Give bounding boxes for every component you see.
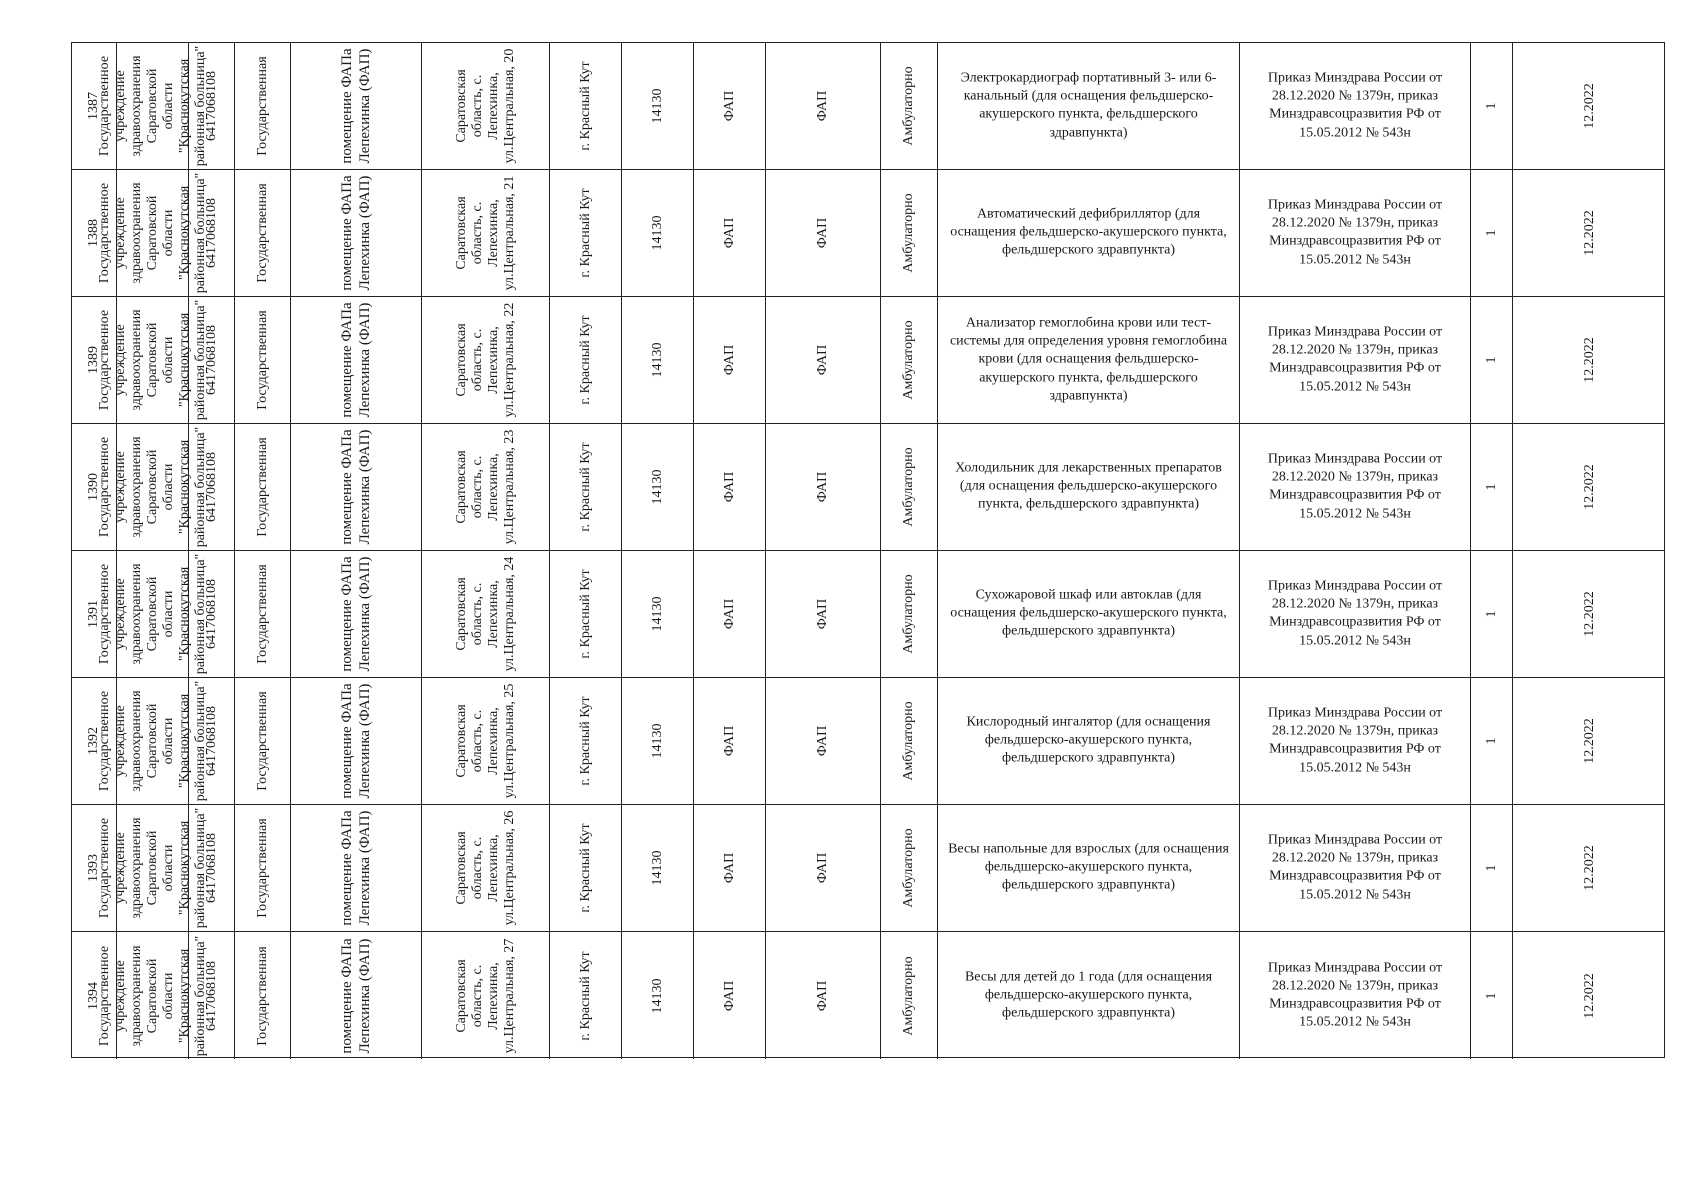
ownership-text: Государственная — [254, 818, 270, 918]
equipment-table — [71, 42, 1665, 1058]
care-type-text: Амбулаторно — [901, 574, 917, 654]
date-text: 12.2022 — [1581, 972, 1597, 1019]
cell-qty — [1471, 678, 1513, 804]
ownership-text: Государственная — [254, 564, 270, 664]
cell-equipment — [938, 43, 1240, 169]
table-row — [72, 805, 1664, 932]
unit-text: ФАП — [721, 980, 737, 1011]
code-text: 14130 — [649, 850, 665, 886]
care-type-text: Амбулаторно — [901, 66, 917, 146]
cell-premises — [291, 551, 422, 677]
cell-care-type — [881, 297, 938, 423]
cell-date — [1513, 678, 1666, 804]
address-text: Саратовская область, с. Лепехинка, ул.Центральная, 22 — [453, 302, 517, 418]
institution-text: Государственное учреждение здравоохранения Саратовской области "Краснокутская районная больница" — [96, 680, 208, 802]
address-text: Саратовская область, с. Лепехинка, ул.Центральная, 25 — [453, 683, 517, 799]
cell-order — [1240, 170, 1471, 296]
cell-unit — [694, 424, 766, 550]
city-text: г. Красный Кут — [577, 823, 593, 913]
unit-text: ФАП — [721, 471, 737, 503]
care-type-text: Амбулаторно — [901, 828, 917, 908]
inn-text: 6417068108 — [203, 960, 219, 1031]
table-row — [72, 678, 1664, 805]
unit-text: ФАП — [721, 344, 737, 376]
order-text: Приказ Минздрава России от 28.12.2020 № 1379н, приказ Минздравсоцразвития РФ от 15.05.2012 № 543н — [1267, 832, 1443, 903]
cell-ownership — [235, 424, 291, 550]
num-text: 1390 — [86, 473, 102, 501]
cell-care-type — [881, 805, 938, 931]
cell-premises — [291, 297, 422, 423]
cell-ownership — [235, 678, 291, 804]
code-text: 14130 — [649, 88, 665, 124]
date-text: 12.2022 — [1581, 591, 1597, 637]
cell-equipment — [938, 551, 1240, 677]
cell-premises — [291, 932, 422, 1059]
table-row — [72, 424, 1664, 551]
cell-address — [422, 424, 550, 550]
address-text: Саратовская область, с. Лепехинка, ул.Центральная, 23 — [453, 429, 517, 545]
ownership-text: Государственная — [254, 437, 270, 537]
num-text: 1389 — [86, 346, 102, 374]
subunit-text: ФАП — [815, 980, 831, 1011]
qty-text: 1 — [1483, 610, 1499, 618]
equipment-text: Автоматический дефибриллятор (для оснащения фельдшерско-акушерского пункта, фельдшерского здравпункта) — [950, 206, 1227, 259]
unit-text: ФАП — [721, 598, 737, 630]
ownership-text: Государственная — [254, 945, 270, 1046]
cell-code — [622, 297, 694, 423]
qty-text: 1 — [1483, 737, 1499, 745]
cell-care-type — [881, 170, 938, 296]
equipment-text: Сухожаровой шкаф или автоклав (для оснащения фельдшерско-акушерского пункта, фельдшерского здравпункта) — [950, 587, 1227, 640]
inn-text: 6417068108 — [203, 706, 219, 776]
subunit-text: ФАП — [815, 852, 831, 884]
table-row — [72, 297, 1664, 424]
care-type-text: Амбулаторно — [901, 320, 917, 400]
cell-order — [1240, 932, 1471, 1059]
date-text: 12.2022 — [1581, 337, 1597, 383]
cell-unit — [694, 678, 766, 804]
date-text: 12.2022 — [1581, 464, 1597, 510]
institution-text: Государственное учреждение здравоохранения Саратовской области "Краснокутская районная больница" — [96, 45, 208, 167]
cell-city — [550, 551, 622, 677]
cell-care-type — [881, 932, 938, 1059]
cell-city — [550, 678, 622, 804]
inn-text: 6417068108 — [203, 198, 219, 268]
cell-ownership — [235, 297, 291, 423]
cell-premises — [291, 424, 422, 550]
subunit-text: ФАП — [815, 725, 831, 757]
cell-inn — [189, 678, 235, 804]
cell-premises — [291, 805, 422, 931]
cell-unit — [694, 43, 766, 169]
cell-equipment — [938, 170, 1240, 296]
cell-institution — [96, 678, 208, 804]
cell-city — [550, 932, 622, 1059]
cell-inn — [189, 424, 235, 550]
cell-code — [622, 424, 694, 550]
ownership-text: Государственная — [254, 183, 270, 283]
equipment-text: Электрокардиограф портативный 3- или 6-канальный (для оснащения фельдшерско-акушерского пункта, фельдшерского здравпункта) — [960, 70, 1217, 141]
cell-unit — [694, 932, 766, 1059]
cell-order — [1240, 678, 1471, 804]
cell-unit — [694, 297, 766, 423]
ownership-text: Государственная — [254, 56, 270, 156]
cell-address — [422, 297, 550, 423]
ownership-text: Государственная — [254, 691, 270, 791]
date-text: 12.2022 — [1581, 845, 1597, 891]
cell-date — [1513, 805, 1666, 931]
order-text: Приказ Минздрава России от 28.12.2020 № 1379н, приказ Минздравсоцразвития РФ от 15.05.2012 № 543н — [1267, 705, 1443, 776]
cell-code — [622, 805, 694, 931]
unit-text: ФАП — [721, 725, 737, 757]
cell-address — [422, 170, 550, 296]
care-type-text: Амбулаторно — [901, 447, 917, 527]
cell-date — [1513, 297, 1666, 423]
cell-qty — [1471, 805, 1513, 931]
cell-institution — [96, 170, 208, 296]
equipment-text: Анализатор гемоглобина крови или тест-системы для определения уровня гемоглобина крови (для оснащения фельдшерско-акушерского пункта, фельдшерского здравпункта) — [949, 315, 1228, 404]
city-text: г. Красный Кут — [577, 188, 593, 278]
care-type-text: Амбулаторно — [901, 955, 917, 1036]
code-text: 14130 — [649, 215, 665, 251]
code-text: 14130 — [649, 596, 665, 632]
cell-code — [622, 170, 694, 296]
subunit-text: ФАП — [815, 90, 831, 122]
premises-text: помещение ФАПа Лепехинка (ФАП) — [339, 429, 373, 545]
cell-institution — [96, 43, 208, 169]
cell-order — [1240, 43, 1471, 169]
cell-address — [422, 932, 550, 1059]
premises-text: помещение ФАПа Лепехинка (ФАП) — [339, 937, 373, 1054]
inn-text: 6417068108 — [203, 833, 219, 903]
cell-city — [550, 43, 622, 169]
institution-text: Государственное учреждение здравоохранения Саратовской области "Краснокутская районная больница" — [96, 426, 208, 548]
cell-inn — [189, 43, 235, 169]
cell-premises — [291, 43, 422, 169]
cell-city — [550, 297, 622, 423]
subunit-text: ФАП — [815, 598, 831, 630]
city-text: г. Красный Кут — [577, 442, 593, 532]
cell-inn — [189, 805, 235, 931]
order-text: Приказ Минздрава России от 28.12.2020 № 1379н, приказ Минздравсоцразвития РФ от 15.05.2012 № 543н — [1267, 70, 1443, 141]
cell-qty — [1471, 424, 1513, 550]
cell-address — [422, 43, 550, 169]
cell-care-type — [881, 424, 938, 550]
date-text: 12.2022 — [1581, 718, 1597, 764]
unit-text: ФАП — [721, 90, 737, 122]
equipment-text: Весы напольные для взрослых (для оснащения фельдшерско-акушерского пункта, фельдшерского здравпункта) — [948, 841, 1229, 894]
premises-text: помещение ФАПа Лепехинка (ФАП) — [339, 556, 373, 672]
cell-date — [1513, 932, 1666, 1059]
cell-date — [1513, 43, 1666, 169]
premises-text: помещение ФАПа Лепехинка (ФАП) — [339, 683, 373, 799]
table-row — [72, 170, 1664, 297]
cell-institution — [96, 805, 208, 931]
institution-text: Государственное учреждение здравоохранения Саратовской области "Краснокутская районная больница" — [96, 299, 208, 421]
institution-text: Государственное учреждение здравоохранения Саратовской области "Краснокутская районная больница" — [96, 807, 208, 929]
address-text: Саратовская область, с. Лепехинка, ул.Центральная, 21 — [453, 175, 517, 291]
cell-institution — [96, 551, 208, 677]
ownership-text: Государственная — [254, 310, 270, 410]
order-text: Приказ Минздрава России от 28.12.2020 № 1379н, приказ Минздравсоцразвития РФ от 15.05.2012 № 543н — [1267, 451, 1443, 522]
institution-text: Государственное учреждение здравоохранения Саратовской области "Краснокутская районная больница" — [96, 935, 208, 1056]
cell-premises — [291, 170, 422, 296]
qty-text: 1 — [1483, 992, 1499, 999]
care-type-text: Амбулаторно — [901, 193, 917, 273]
qty-text: 1 — [1483, 864, 1499, 872]
premises-text: помещение ФАПа Лепехинка (ФАП) — [339, 810, 373, 926]
city-text: г. Красный Кут — [577, 61, 593, 151]
cell-code — [622, 551, 694, 677]
unit-text: ФАП — [721, 217, 737, 249]
table-row — [72, 932, 1664, 1059]
cell-ownership — [235, 170, 291, 296]
cell-unit — [694, 551, 766, 677]
address-text: Саратовская область, с. Лепехинка, ул.Центральная, 24 — [453, 556, 517, 672]
table-row — [72, 551, 1664, 678]
inn-text: 6417068108 — [203, 579, 219, 649]
cell-care-type — [881, 551, 938, 677]
num-text: 1388 — [86, 219, 102, 247]
cell-city — [550, 805, 622, 931]
cell-order — [1240, 297, 1471, 423]
cell-inn — [189, 932, 235, 1059]
cell-order — [1240, 805, 1471, 931]
cell-institution — [96, 297, 208, 423]
cell-equipment — [938, 805, 1240, 931]
premises-text: помещение ФАПа Лепехинка (ФАП) — [339, 48, 373, 164]
date-text: 12.2022 — [1581, 210, 1597, 256]
cell-equipment — [938, 932, 1240, 1059]
order-text: Приказ Минздрава России от 28.12.2020 № 1379н, приказ Минздравсоцразвития РФ от 15.05.2012 № 543н — [1267, 324, 1443, 395]
cell-inn — [189, 297, 235, 423]
code-text: 14130 — [649, 342, 665, 378]
cell-premises — [291, 678, 422, 804]
cell-city — [550, 170, 622, 296]
cell-ownership — [235, 551, 291, 677]
city-text: г. Красный Кут — [577, 315, 593, 405]
address-text: Саратовская область, с. Лепехинка, ул.Центральная, 26 — [453, 810, 517, 926]
city-text: г. Красный Кут — [577, 950, 593, 1041]
cell-ownership — [235, 932, 291, 1059]
cell-subunit — [766, 678, 881, 804]
code-text: 14130 — [649, 978, 665, 1013]
qty-text: 1 — [1483, 356, 1499, 364]
cell-qty — [1471, 170, 1513, 296]
city-text: г. Красный Кут — [577, 569, 593, 659]
num-text: 1394 — [86, 981, 102, 1010]
num-text: 1392 — [86, 727, 102, 755]
subunit-text: ФАП — [815, 344, 831, 376]
institution-text: Государственное учреждение здравоохранения Саратовской области "Краснокутская районная больница" — [96, 172, 208, 294]
cell-equipment — [938, 424, 1240, 550]
cell-order — [1240, 551, 1471, 677]
equipment-text: Холодильник для лекарственных препаратов (для оснащения фельдшерско-акушерского пункта, фельдшерского здравпункта) — [955, 460, 1222, 513]
cell-qty — [1471, 297, 1513, 423]
order-text: Приказ Минздрава России от 28.12.2020 № 1379н, приказ Минздравсоцразвития РФ от 15.05.2012 № 543н — [1267, 197, 1443, 268]
unit-text: ФАП — [721, 852, 737, 884]
cell-subunit — [766, 297, 881, 423]
cell-institution — [96, 932, 208, 1059]
institution-text: Государственное учреждение здравоохранения Саратовской области "Краснокутская районная больница" — [96, 553, 208, 675]
cell-code — [622, 932, 694, 1059]
cell-care-type — [881, 43, 938, 169]
premises-text: помещение ФАПа Лепехинка (ФАП) — [339, 302, 373, 418]
inn-text: 6417068108 — [203, 71, 219, 141]
city-text: г. Красный Кут — [577, 696, 593, 786]
cell-address — [422, 678, 550, 804]
table-row — [72, 43, 1664, 170]
cell-city — [550, 424, 622, 550]
cell-qty — [1471, 932, 1513, 1059]
inn-text: 6417068108 — [203, 452, 219, 522]
num-text: 1393 — [86, 854, 102, 882]
qty-text: 1 — [1483, 102, 1499, 110]
num-text: 1391 — [86, 600, 102, 628]
cell-code — [622, 43, 694, 169]
cell-care-type — [881, 678, 938, 804]
subunit-text: ФАП — [815, 471, 831, 503]
cell-address — [422, 805, 550, 931]
address-text: Саратовская область, с. Лепехинка, ул.Центральная, 20 — [453, 48, 517, 164]
cell-ownership — [235, 805, 291, 931]
equipment-text: Кислородный ингалятор (для оснащения фельдшерско-акушерского пункта, фельдшерского здравпункта) — [966, 714, 1211, 767]
cell-subunit — [766, 170, 881, 296]
cell-equipment — [938, 678, 1240, 804]
cell-unit — [694, 805, 766, 931]
order-text: Приказ Минздрава России от 28.12.2020 № 1379н, приказ Минздравсоцразвития РФ от 15.05.2012 № 543н — [1267, 960, 1443, 1030]
qty-text: 1 — [1483, 483, 1499, 491]
care-type-text: Амбулаторно — [901, 701, 917, 781]
cell-equipment — [938, 297, 1240, 423]
order-text: Приказ Минздрава России от 28.12.2020 № 1379н, приказ Минздравсоцразвития РФ от 15.05.2012 № 543н — [1267, 578, 1443, 649]
qty-text: 1 — [1483, 229, 1499, 237]
code-text: 14130 — [649, 723, 665, 759]
subunit-text: ФАП — [815, 217, 831, 249]
cell-code — [622, 678, 694, 804]
cell-institution — [96, 424, 208, 550]
cell-date — [1513, 551, 1666, 677]
cell-unit — [694, 170, 766, 296]
cell-inn — [189, 170, 235, 296]
cell-date — [1513, 170, 1666, 296]
cell-address — [422, 551, 550, 677]
premises-text: помещение ФАПа Лепехинка (ФАП) — [339, 175, 373, 291]
cell-subunit — [766, 43, 881, 169]
cell-inn — [189, 551, 235, 677]
cell-qty — [1471, 551, 1513, 677]
num-text: 1387 — [86, 92, 102, 120]
equipment-text: Весы для детей до 1 года (для оснащения фельдшерско-акушерского пункта, фельдшерского здравпункта) — [964, 969, 1213, 1021]
inn-text: 6417068108 — [203, 325, 219, 395]
cell-ownership — [235, 43, 291, 169]
cell-subunit — [766, 932, 881, 1059]
cell-subunit — [766, 424, 881, 550]
code-text: 14130 — [649, 469, 665, 505]
date-text: 12.2022 — [1581, 83, 1597, 129]
cell-qty — [1471, 43, 1513, 169]
cell-order — [1240, 424, 1471, 550]
cell-subunit — [766, 551, 881, 677]
cell-subunit — [766, 805, 881, 931]
cell-date — [1513, 424, 1666, 550]
address-text: Саратовская область, с. Лепехинка, ул.Центральная, 27 — [453, 938, 517, 1053]
